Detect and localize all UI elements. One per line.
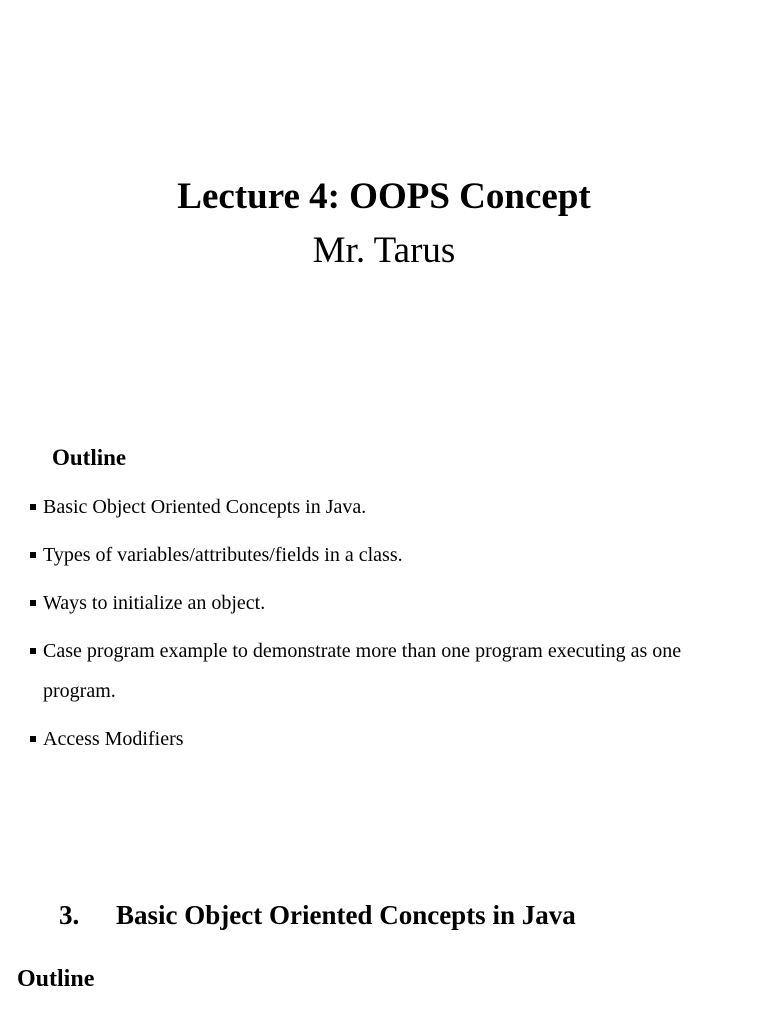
lecture-title: Lecture 4: OOPS Concept [177,176,591,217]
outline-item [28,724,708,764]
outline-item-text: Basic Object Oriented Concepts in Java. [43,496,367,518]
outline-item-text: Ways to initialize an object. [43,592,266,614]
square-bullet-icon [30,600,36,606]
outline-list [28,492,708,772]
outline-item [28,588,708,628]
outline-item-text: Case program example to demonstrate more than one program executing as one program. [43,640,682,702]
outline-item [28,540,708,580]
outline-item-text: Access Modifiers [43,728,184,750]
section-title: Basic Object Oriented Concepts in Java [116,900,576,930]
outline-item-text: Types of variables/attributes/fields in a class. [43,544,403,566]
square-bullet-icon [30,552,36,558]
outline-item [28,636,708,716]
section-outline-heading: Outline [17,966,95,992]
square-bullet-icon [30,736,36,742]
square-bullet-icon [30,648,36,654]
outline-heading: Outline [52,445,127,470]
lecture-author: Mr. Tarus [312,230,456,271]
section-heading [59,898,576,932]
square-bullet-icon [30,504,36,510]
outline-item [28,492,708,532]
section-number: 3. [59,900,80,930]
